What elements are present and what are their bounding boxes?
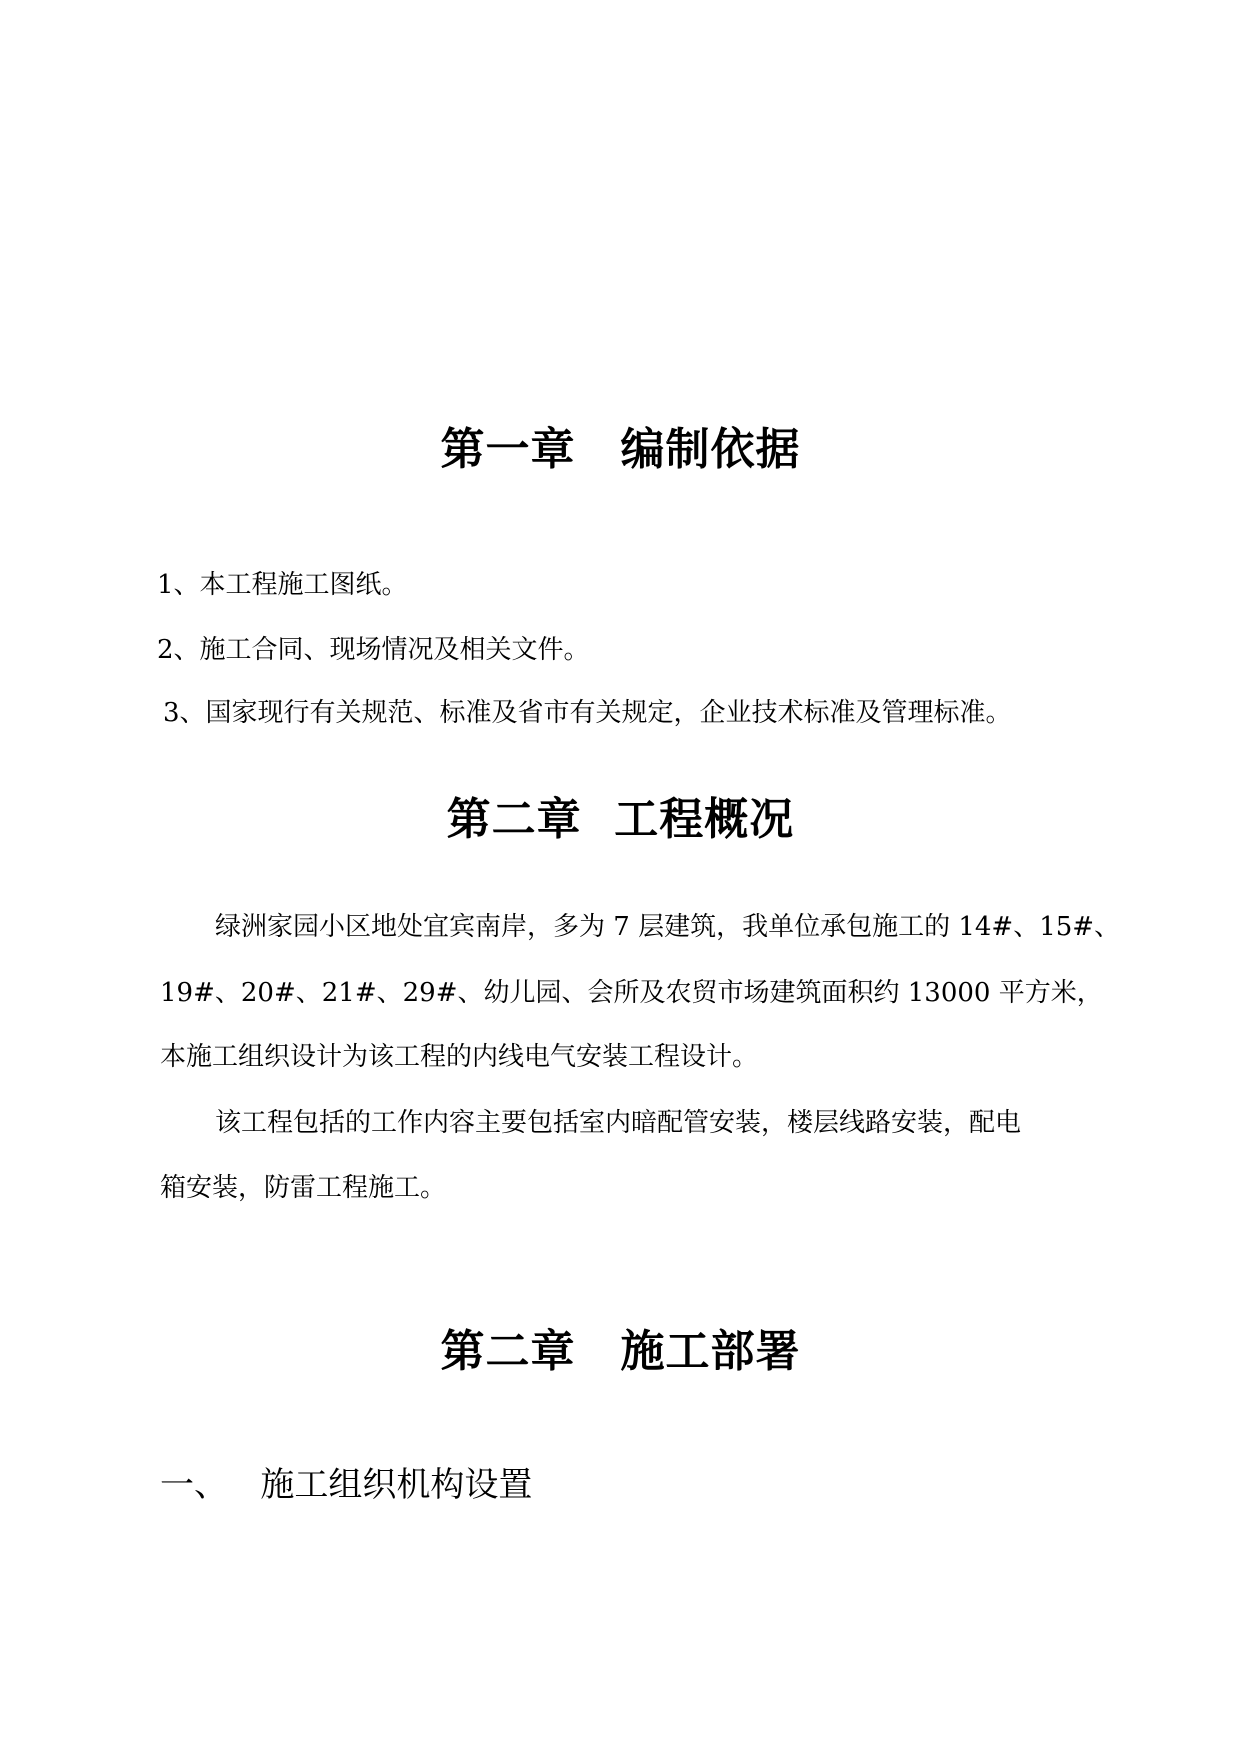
chapter-3-title: 第二章 施工部署 [440,1326,801,1377]
basis-item-2: 2、施工合同、现场情况及相关文件。 [157,635,590,665]
overview-para2-line-1: 该工程包括的工作内容主要包括室内暗配管安装，楼层线路安装，配电 [215,1108,1022,1138]
basis-item-1: 1、本工程施工图纸。 [157,570,408,600]
overview-para1-line-1: 绿洲家园小区地处宜宾南岸，多为 7 层建筑，我单位承包施工的 14#、15#、 [215,912,1121,942]
section-heading: 一、 施工组织机构设置 [160,1465,533,1505]
overview-para2-line-2: 箱安装，防雷工程施工。 [160,1173,447,1203]
overview-para1-line-2: 19#、20#、21#、29#、幼儿园、会所及农贸市场建筑面积约 13000 平方米， [160,978,1103,1008]
chapter-2-title: 第二章 工程概况 [446,794,795,845]
overview-para1-line-3: 本施工组织设计为该工程的内线电气安装工程设计。 [160,1042,759,1072]
chapter-1-title: 第一章 编制依据 [440,424,801,475]
basis-item-3: 3、国家现行有关规范、标准及省市有关规定，企业技术标准及管理标准。 [163,698,1012,728]
